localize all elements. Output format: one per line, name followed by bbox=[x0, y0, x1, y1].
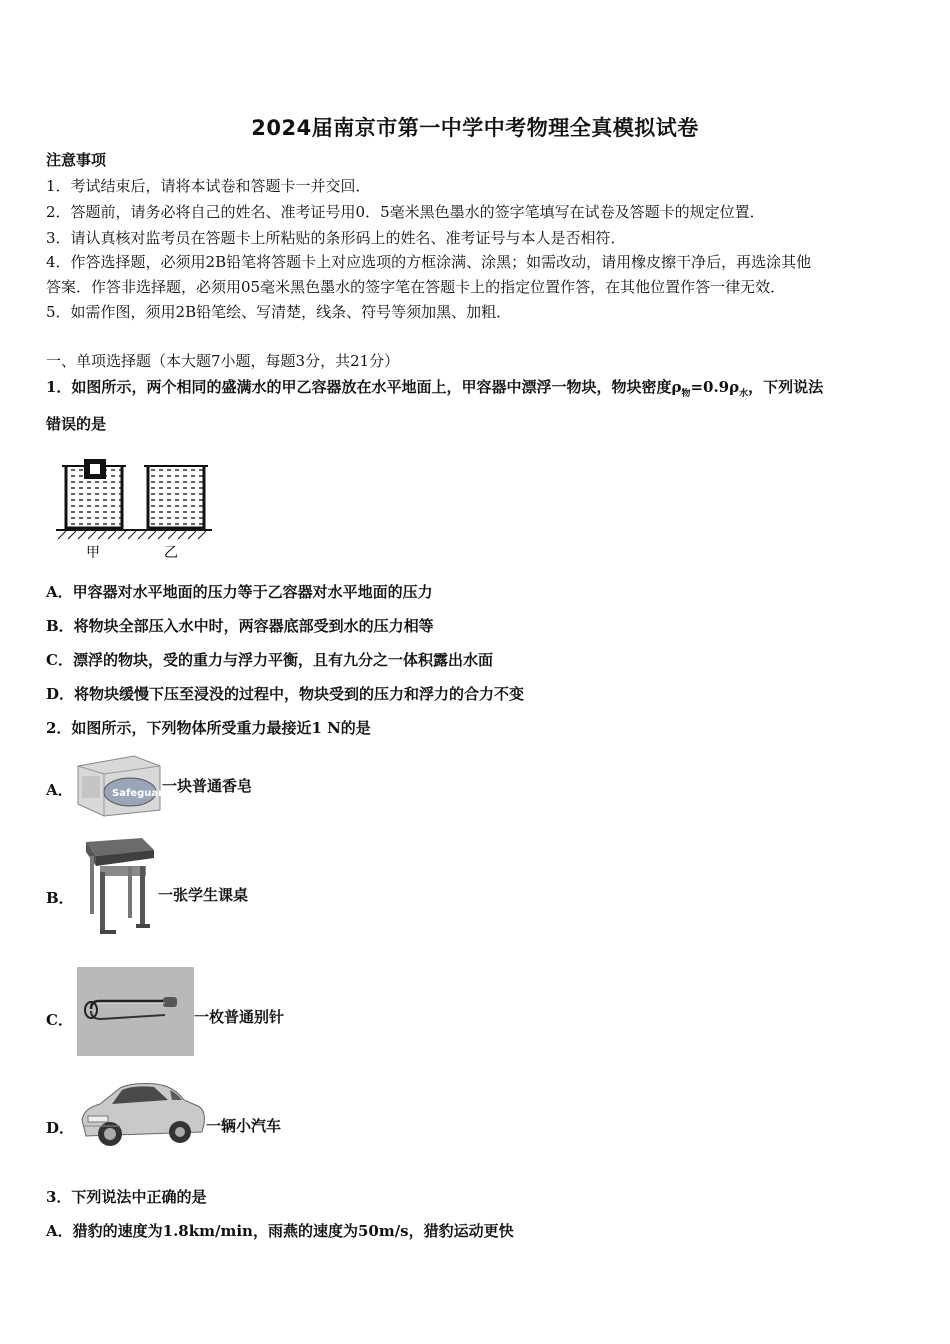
containers-figure bbox=[54, 455, 214, 563]
notice-item: 5．如需作图，须用2B铅笔绘、写清楚，线条、符号等须加黑、加粗． bbox=[46, 303, 512, 321]
question-2-stem: 2．如图所示，下列物体所受重力最接近1 N的是 bbox=[46, 719, 371, 737]
q1-option-d: D．将物块缓慢下压至浸没的过程中，物块受到的压力和浮力的合力不变 bbox=[46, 685, 525, 703]
q2-option-c-label: C． bbox=[46, 1011, 73, 1029]
desk-image bbox=[76, 836, 156, 938]
notice-item: 4．作答选择题，必须用2B铅笔将答题卡上对应选项的方框涂满、涂黑；如需改动，请用橡皮擦干净后，再选涂其他 bbox=[46, 253, 812, 271]
q1-sub-shui: 水 bbox=[739, 389, 749, 399]
q2-option-b-text: 一张学生课桌 bbox=[158, 886, 249, 904]
question-1-stem bbox=[46, 378, 823, 403]
q1-option-c: C．漂浮的物块，受的重力与浮力平衡，且有九分之一体积露出水面 bbox=[46, 651, 493, 669]
soap-image bbox=[74, 752, 171, 818]
q1-stem-b: =0.9ρ bbox=[690, 378, 740, 396]
page-title: 2024届南京市第一中学中考物理全真模拟试卷 bbox=[251, 116, 699, 140]
q2-option-c-text: 一枚普通别针 bbox=[194, 1008, 285, 1026]
question-3-stem: 3．下列说法中正确的是 bbox=[46, 1188, 207, 1206]
q1-option-a: A．甲容器对水平地面的压力等于乙容器对水平地面的压力 bbox=[46, 583, 433, 601]
label-jia: 甲 bbox=[86, 545, 100, 561]
container-jia bbox=[62, 459, 126, 528]
q2-option-a-text: 一块普通香皂 bbox=[162, 777, 253, 795]
soap-brand: Safeguard bbox=[112, 788, 171, 799]
notice-heading: 注意事项 bbox=[46, 151, 107, 169]
q1-sub-wu: 物 bbox=[681, 389, 691, 399]
notice-item: 1．考试结束后，请将本试卷和答题卡一并交回． bbox=[46, 177, 371, 195]
question-1-stem-cont: 错误的是 bbox=[46, 415, 107, 433]
safety-pin-image bbox=[77, 967, 194, 1056]
notice-item: 2．答题前，请务必将自己的姓名、准考证号用0．5毫米黑色墨水的签字笔填写在试卷及答题卡的规定位置． bbox=[46, 203, 765, 221]
q1-stem-a: 1．如图所示，两个相同的盛满水的甲乙容器放在水平地面上，甲容器中漂浮一物块，物块密度ρ bbox=[46, 378, 682, 396]
q1-stem-c: ，下列说法 bbox=[748, 378, 824, 396]
section-heading: 一、单项选择题（本大题7小题，每题3分，共21分） bbox=[46, 352, 400, 370]
q2-option-a-label: A． bbox=[46, 781, 73, 799]
notice-item: 3．请认真核对监考员在答题卡上所粘贴的条形码上的姓名、准考证号与本人是否相符． bbox=[46, 229, 626, 247]
q1-option-b: B．将物块全部压入水中时，两容器底部受到水的压力相等 bbox=[46, 617, 434, 635]
notice-item: 答案．作答非选择题，必须用05毫米黑色墨水的签字笔在答题卡上的指定位置作答，在其他位置作答一律无效． bbox=[46, 278, 786, 296]
q3-option-a: A．猎豹的速度为1.8km/min，雨燕的速度为50m/s，猎豹运动更快 bbox=[46, 1222, 514, 1240]
q2-option-b-label: B． bbox=[46, 889, 74, 907]
q2-option-d-label: D． bbox=[46, 1119, 75, 1137]
container-yi bbox=[144, 465, 208, 528]
car-image bbox=[76, 1076, 208, 1154]
q2-option-d-text: 一辆小汽车 bbox=[206, 1117, 282, 1135]
label-yi: 乙 bbox=[164, 545, 178, 561]
